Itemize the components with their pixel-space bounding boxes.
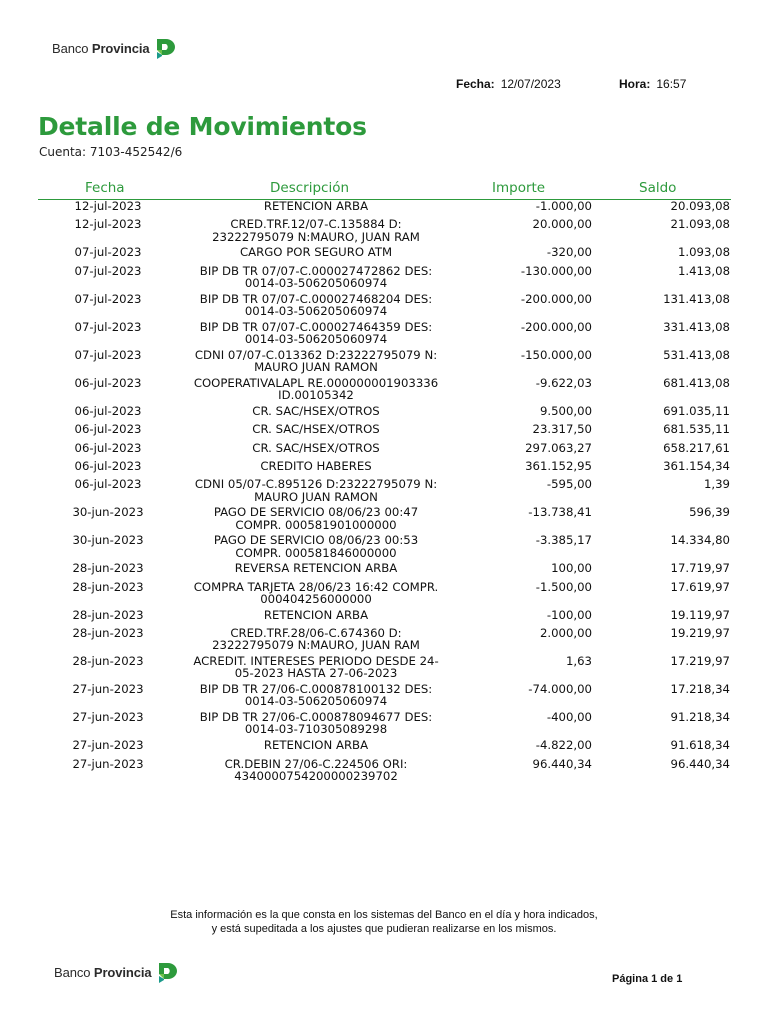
- cell-fecha: 12-jul-2023: [74, 199, 142, 213]
- table-row: [0, 200, 768, 218]
- cell-descripcion: CDNI 05/07-C.895126 D:23222795079 N: MAURO JUAN RAMON: [194, 477, 438, 504]
- table-row: [0, 609, 768, 627]
- page-title: Detalle de Movimientos: [38, 112, 367, 141]
- cell-descripcion: BIP DB TR 07/07-C.000027464359 DES: 0014-03-506205060974: [199, 319, 433, 346]
- cell-saldo: 131.413,08: [663, 291, 730, 306]
- cell-saldo: 1.093,08: [677, 245, 730, 260]
- cell-descripcion: CDNI 07/07-C.013362 D:23222795079 N: MAURO JUAN RAMON: [194, 347, 438, 374]
- cell-importe: -9.622,03: [535, 375, 592, 390]
- cell-fecha: 30-jun-2023: [72, 533, 144, 548]
- cell-importe: 23.317,50: [532, 422, 592, 437]
- cell-importe: -320,00: [546, 245, 592, 260]
- cell-saldo: 361.154,34: [663, 458, 730, 473]
- column-header-importe: Importe: [492, 180, 546, 196]
- movements-table: [0, 200, 768, 786]
- cell-fecha: 07-jul-2023: [74, 291, 142, 306]
- column-header-descripcion: Descripción: [270, 180, 350, 196]
- cell-saldo: 681.535,11: [663, 422, 730, 437]
- table-row: [0, 405, 768, 423]
- table-row: [0, 478, 768, 506]
- cell-descripcion: PAGO DE SERVICIO 08/06/23 00:47 COMPR. 000581901000000: [213, 505, 419, 532]
- cell-saldo: 681.413,08: [663, 375, 730, 390]
- cell-fecha: 27-jun-2023: [72, 738, 144, 753]
- column-header-fecha: Fecha: [85, 180, 125, 196]
- table-header: [38, 180, 731, 200]
- table-row: [0, 683, 768, 711]
- cell-importe: 1,63: [565, 654, 592, 669]
- cell-saldo: 1.413,08: [677, 263, 730, 278]
- cell-saldo: 531.413,08: [663, 347, 730, 362]
- cell-importe: -100,00: [546, 607, 592, 622]
- cell-importe: 2.000,00: [539, 626, 592, 641]
- cell-importe: -150.000,00: [520, 347, 592, 362]
- bank-logo-text: Banco Provincia: [52, 40, 150, 56]
- report-time: Hora: 16:57: [619, 77, 687, 91]
- disclaimer-line: y está supeditada a los ajustes que pudieran realizarse en los mismos.: [211, 923, 557, 935]
- cell-descripcion: REVERSA RETENCION ARBA: [234, 561, 398, 576]
- page-number: Página 1 de 1: [612, 973, 683, 985]
- cell-fecha: 28-jun-2023: [72, 654, 144, 669]
- cell-fecha: 07-jul-2023: [74, 263, 142, 278]
- cell-fecha: 12-jul-2023: [74, 217, 142, 232]
- cell-saldo: 596,39: [689, 505, 730, 520]
- cell-importe: -13.738,41: [528, 505, 592, 520]
- cell-descripcion: CR. SAC/HSEX/OTROS: [252, 422, 380, 437]
- table-row: [0, 349, 768, 377]
- bank-logo: [52, 36, 178, 60]
- cell-descripcion: RETENCION ARBA: [263, 607, 369, 622]
- cell-importe: 297.063,27: [525, 440, 592, 455]
- table-row: [0, 758, 768, 786]
- cell-descripcion: BIP DB TR 27/06-C.000878094677 DES: 0014-03-710305089298: [199, 710, 433, 737]
- cell-fecha: 06-jul-2023: [74, 375, 142, 390]
- cell-descripcion: COMPRA TARJETA 28/06/23 16:42 COMPR. 000404256000000: [193, 579, 439, 606]
- table-row: [0, 218, 768, 246]
- cell-descripcion: CR. SAC/HSEX/OTROS: [252, 403, 380, 418]
- cell-importe: -4.822,00: [535, 738, 592, 753]
- column-header-saldo: Saldo: [639, 180, 677, 196]
- cell-saldo: 91.218,34: [670, 710, 730, 725]
- cell-fecha: 28-jun-2023: [72, 607, 144, 622]
- account-number: Cuenta: 7103-452542/6: [39, 145, 183, 159]
- cell-fecha: 27-jun-2023: [72, 756, 144, 771]
- cell-fecha: 27-jun-2023: [72, 710, 144, 725]
- cell-saldo: 17.219,97: [670, 654, 730, 669]
- cell-fecha: 06-jul-2023: [74, 458, 142, 473]
- cell-saldo: 1,39: [703, 477, 730, 492]
- cell-fecha: 07-jul-2023: [74, 245, 142, 260]
- table-row: [0, 321, 768, 349]
- table-row: [0, 246, 768, 264]
- cell-fecha: 06-jul-2023: [74, 477, 142, 492]
- cell-saldo: 17.719,97: [670, 561, 730, 576]
- cell-descripcion: CR.DEBIN 27/06-C.224506 ORI: 434000075420000023970​2: [224, 756, 408, 783]
- cell-descripcion: BIP DB TR 27/06-C.000878100132 DES: 0014-03-506205060974: [199, 682, 433, 709]
- table-row: [0, 460, 768, 478]
- cell-importe: -200.000,00: [520, 291, 592, 306]
- table-row: [0, 442, 768, 460]
- cell-saldo: 20.093,08: [670, 199, 730, 213]
- cell-fecha: 27-jun-2023: [72, 682, 144, 697]
- cell-descripcion: CARGO POR SEGURO ATM: [239, 245, 393, 260]
- table-row: [0, 711, 768, 739]
- cell-saldo: 19.219,97: [670, 626, 730, 641]
- cell-fecha: 28-jun-2023: [72, 579, 144, 594]
- cell-saldo: 19.119,97: [670, 607, 730, 622]
- disclaimer-line: Esta información es la que consta en los sistemas del Banco en el día y hora indicados,: [170, 909, 598, 921]
- cell-descripcion: CRED.TRF.28/06-C.674360 D: 23222795079 N:MAURO, JUAN RAM: [212, 626, 420, 653]
- cell-descripcion: CRED.TRF.12/07-C.135884 D: 23222795079 N:MAURO, JUAN RAM: [212, 217, 420, 244]
- cell-saldo: 91.618,34: [670, 738, 730, 753]
- cell-descripcion: CR. SAC/HSEX/OTROS: [252, 440, 380, 455]
- cell-descripcion: RETENCION ARBA: [263, 738, 369, 753]
- cell-saldo: 96.440,34: [670, 756, 730, 771]
- cell-saldo: 17.218,34: [670, 682, 730, 697]
- table-row: [0, 562, 768, 580]
- table-row: [0, 506, 768, 534]
- cell-fecha: 28-jun-2023: [72, 626, 144, 641]
- cell-descripcion: BIP DB TR 07/07-C.000027468204 DES: 0014-03-506205060974: [199, 291, 433, 318]
- bank-logo-footer: [54, 960, 180, 984]
- cell-descripcion: RETENCION ARBA: [263, 199, 369, 213]
- cell-importe: -400,00: [546, 710, 592, 725]
- cell-fecha: 28-jun-2023: [72, 561, 144, 576]
- bank-logo-icon: [154, 36, 178, 60]
- cell-saldo: 331.413,08: [663, 319, 730, 334]
- report-date: Fecha: 12/07/2023: [456, 77, 561, 91]
- cell-importe: -595,00: [546, 477, 592, 492]
- table-row: [0, 655, 768, 683]
- table-row: [0, 581, 768, 609]
- disclaimer: [0, 908, 768, 936]
- cell-saldo: 14.334,80: [670, 533, 730, 548]
- bank-logo-icon: [156, 960, 180, 984]
- cell-saldo: 21.093,08: [670, 217, 730, 232]
- cell-saldo: 691.035,11: [663, 403, 730, 418]
- cell-fecha: 30-jun-2023: [72, 505, 144, 520]
- cell-fecha: 06-jul-2023: [74, 403, 142, 418]
- cell-importe: -1.500,00: [535, 579, 592, 594]
- cell-fecha: 06-jul-2023: [74, 422, 142, 437]
- cell-importe: 20.000,00: [532, 217, 592, 232]
- table-row: [0, 265, 768, 293]
- cell-fecha: 07-jul-2023: [74, 347, 142, 362]
- cell-descripcion: BIP DB TR 07/07-C.000027472862 DES: 0014-03-506205060974: [199, 263, 433, 290]
- cell-fecha: 07-jul-2023: [74, 319, 142, 334]
- table-row: [0, 377, 768, 405]
- cell-importe: 96.440,34: [532, 756, 592, 771]
- cell-saldo: 658.217,61: [663, 440, 730, 455]
- cell-importe: -1.000,00: [535, 199, 592, 213]
- table-row: [0, 627, 768, 655]
- cell-fecha: 06-jul-2023: [74, 440, 142, 455]
- cell-importe: -74.000,00: [528, 682, 592, 697]
- cell-importe: 9.500,00: [539, 403, 592, 418]
- cell-importe: -3.385,17: [535, 533, 592, 548]
- cell-importe: -200.000,00: [520, 319, 592, 334]
- cell-descripcion: PAGO DE SERVICIO 08/06/23 00:53 COMPR. 000581846000000: [213, 533, 419, 560]
- table-row: [0, 293, 768, 321]
- table-row: [0, 423, 768, 441]
- table-row: [0, 739, 768, 757]
- cell-importe: -130.000,00: [520, 263, 592, 278]
- table-row: [0, 534, 768, 562]
- cell-importe: 361.152,95: [525, 458, 592, 473]
- cell-importe: 100,00: [551, 561, 592, 576]
- cell-descripcion: COOPERATIVALAPL RE.000000001903336 ID.00105342: [193, 375, 439, 402]
- cell-saldo: 17.619,97: [670, 579, 730, 594]
- cell-descripcion: CREDITO HABERES: [260, 458, 372, 473]
- cell-descripcion: ACREDIT. INTERESES PERIODO DESDE 24- 05-2023 HASTA 27-06-2023: [193, 654, 439, 681]
- bank-logo-text: Banco Provincia: [54, 964, 152, 980]
